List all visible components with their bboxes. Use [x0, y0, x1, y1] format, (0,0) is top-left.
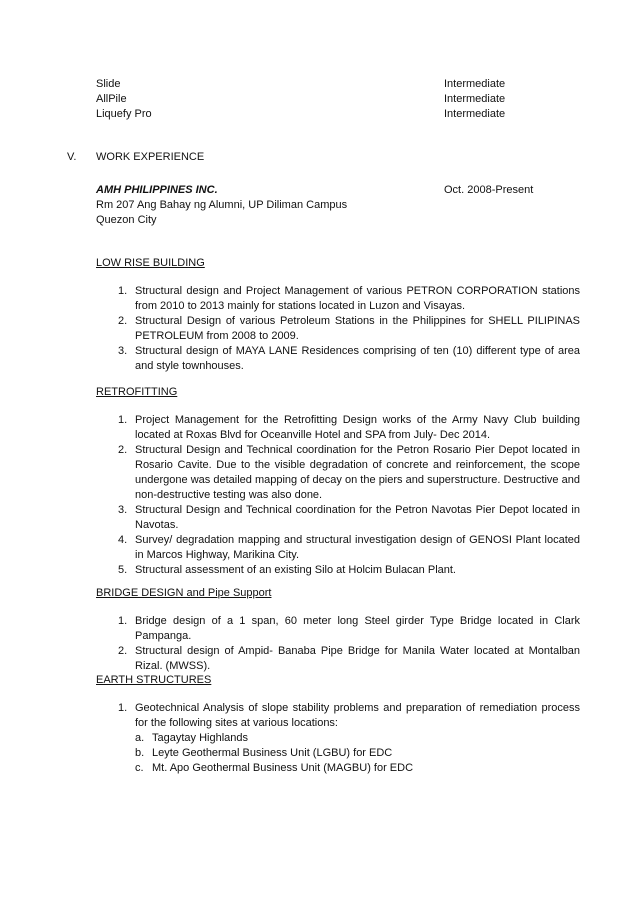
item-number: 2.	[118, 645, 128, 657]
skill-level: Intermediate	[444, 78, 506, 90]
sub-list	[135, 731, 580, 776]
skill-name: AllPile	[96, 93, 127, 105]
sub-list-item	[135, 746, 580, 761]
list-item	[118, 701, 580, 776]
item-number: 2.	[118, 444, 128, 456]
item-number: 3.	[118, 345, 128, 357]
list-item	[118, 533, 580, 563]
list-item	[118, 563, 580, 578]
list-item	[118, 644, 580, 674]
company-address-line2: Quezon City	[96, 214, 157, 226]
item-text: Structural design of Ampid- Banaba Pipe Bridge for Manila Water located at Montalban Rizal. (MWSS).	[135, 645, 580, 672]
category-heading: RETROFITTING	[96, 386, 178, 398]
skill-row	[96, 77, 536, 92]
skill-name: Slide	[96, 78, 121, 90]
sub-item-letter: c.	[135, 762, 144, 774]
section-number: V.	[67, 151, 77, 163]
item-text: Survey/ degradation mapping and structural investigation design of GENOSI Plant located in Marcos Highway, Marikina City.	[135, 534, 580, 561]
skill-row	[96, 107, 536, 122]
skill-level: Intermediate	[444, 93, 506, 105]
sub-item-text: Tagaytay Highlands	[152, 732, 249, 744]
list-item	[118, 284, 580, 314]
skill-level: Intermediate	[444, 108, 506, 120]
item-text: Project Management for the Retrofitting Design works of the Army Navy Club building located at Roxas Blvd for Oceanville Hotel and SPA from July- Dec 2014.	[135, 414, 580, 441]
category-heading: EARTH STRUCTURES	[96, 674, 212, 686]
list-item	[118, 503, 580, 533]
sub-list-item	[135, 731, 580, 746]
category-list	[118, 413, 580, 578]
item-text: Structural Design of various Petroleum Stations in the Philippines for SHELL PILIPINAS PETROLEUM from 2008 to 2009.	[135, 315, 580, 342]
item-number: 2.	[118, 315, 128, 327]
list-item	[118, 314, 580, 344]
skill-row	[96, 92, 536, 107]
item-number: 1.	[118, 615, 128, 627]
category-list	[118, 614, 580, 674]
item-text: Structural design of MAYA LANE Residences comprising of ten (10) different type of area and style townhouses.	[135, 345, 580, 372]
item-number: 1.	[118, 702, 128, 714]
item-number: 4.	[118, 534, 128, 546]
list-item	[118, 413, 580, 443]
item-number: 1.	[118, 285, 128, 297]
sub-item-text: Leyte Geothermal Business Unit (LGBU) for EDC	[152, 747, 393, 759]
list-item	[118, 344, 580, 374]
sub-item-letter: b.	[135, 747, 145, 759]
section-title: WORK EXPERIENCE	[96, 151, 205, 163]
category-heading: BRIDGE DESIGN and Pipe Support	[96, 587, 272, 599]
category-heading: LOW RISE BUILDING	[96, 257, 205, 269]
list-item	[118, 614, 580, 644]
list-item	[118, 443, 580, 503]
item-text: Geotechnical Analysis of slope stability problems and preparation of remediation process for the following sites at various locations:	[135, 702, 580, 729]
item-text: Structural Design and Technical coordination for the Petron Navotas Pier Depot located in Navotas.	[135, 504, 580, 531]
item-text: Structural assessment of an existing Silo at Holcim Bulacan Plant.	[135, 564, 456, 576]
sub-list-item	[135, 761, 580, 776]
category-list	[118, 701, 580, 776]
skill-name: Liquefy Pro	[96, 108, 152, 120]
item-number: 1.	[118, 414, 128, 426]
employment-date: Oct. 2008-Present	[444, 184, 534, 196]
company-name: AMH PHILIPPINES INC.	[96, 184, 218, 196]
item-number: 5.	[118, 564, 128, 576]
category-list	[118, 284, 580, 374]
item-number: 3.	[118, 504, 128, 516]
sub-item-text: Mt. Apo Geothermal Business Unit (MAGBU) for EDC	[152, 762, 414, 774]
item-text: Structural Design and Technical coordination for the Petron Rosario Pier Depot located in Rosario Cavite. Due to the visible degradation of concrete and reinforcement, the scope undergone was detailed mapping of decay on the piers and superstructure. Destructive and non-destructive testing was also done.	[135, 444, 580, 501]
sub-item-letter: a.	[135, 732, 145, 744]
item-text: Bridge design of a 1 span, 60 meter long Steel girder Type Bridge located in Clark Pampanga.	[135, 615, 580, 642]
item-text: Structural design and Project Management of various PETRON CORPORATION stations from 2010 to 2013 mainly for stations located in Luzon and Visayas.	[135, 285, 580, 312]
company-address-line1: Rm 207 Ang Bahay ng Alumni, UP Diliman Campus	[96, 199, 348, 211]
